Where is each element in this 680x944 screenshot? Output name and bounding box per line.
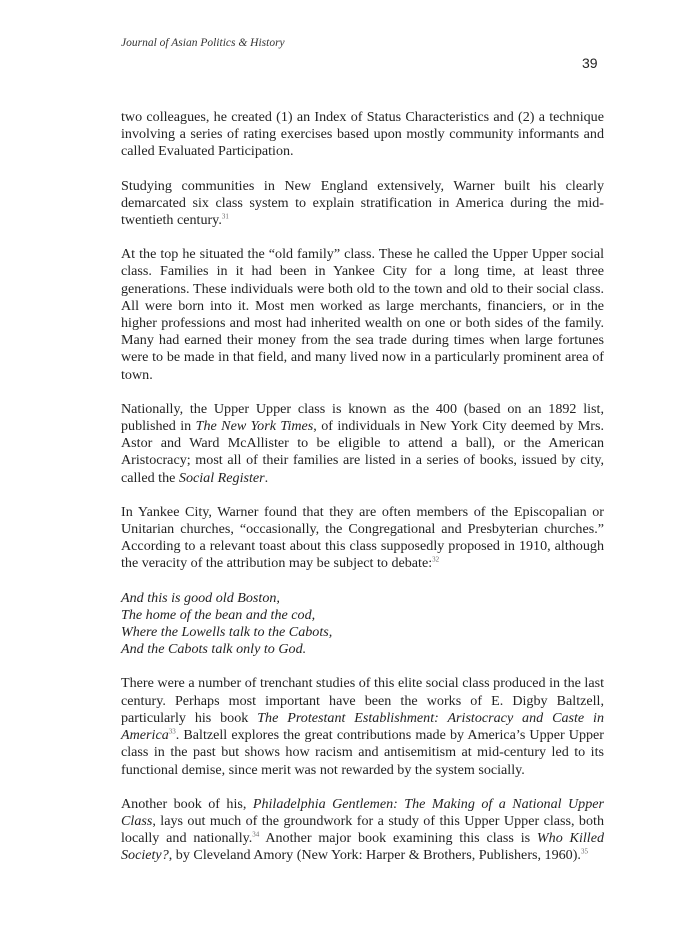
verse-line: Where the Lowells talk to the Cabots,: [121, 624, 333, 641]
paragraph: [121, 178, 604, 230]
footnote-marker: 35: [580, 847, 588, 856]
text-run: . Baltzell explores the great contributions made by America’s Upper Upper class in the past but shows how racism and antisemitism at mid-century led to its functional demise, since merit was not rewarded by the system socially.: [121, 727, 604, 778]
paragraph: [121, 796, 604, 865]
paragraph: [121, 675, 604, 778]
text-run: Nationally, the Upper Upper class is known as the 400 (based on an 1892 list, published in: [121, 400, 604, 435]
paragraphs-after-verse: [121, 675, 604, 864]
footnote-marker: 33: [168, 727, 176, 736]
body-text: [121, 109, 604, 882]
italic-title: The Protestant Establishment: Aristocracy and Caste in America: [121, 709, 604, 744]
footnote-marker: 32: [432, 555, 440, 564]
text-run: Another book of his,: [121, 795, 253, 812]
running-head-journal-title: Journal of Asian Politics & History: [121, 37, 285, 49]
italic-title: Philadelphia Gentlemen: The Making of a National Upper Class: [121, 795, 604, 829]
footnote-marker: 34: [252, 830, 260, 839]
paragraph: [121, 246, 604, 384]
verse-block: [121, 590, 604, 659]
text-run: .: [264, 469, 269, 486]
paragraph: [121, 504, 604, 573]
page-number: 39: [582, 55, 598, 71]
verse-line: The home of the bean and the cod,: [121, 606, 316, 623]
verse-line: And this is good old Boston,: [121, 589, 280, 606]
text-run: , of individuals in New York City deemed by Mrs. Astor and Ward McAllister to be eligible to attend a ball), or the American Aristocracy; most all of their families are listed in a series of books, issued by city, called the: [121, 418, 604, 486]
text-run: , by Cleveland Amory (New York: Harper & Brothers, Publishers, 1960).: [168, 847, 581, 864]
text-run: Studying communities in New England extensively, Warner built his clearly demarcated six class system to explain stratification in America during the mid-twentieth century.: [121, 177, 604, 229]
text-run: , lays out much of the groundwork for a study of this Upper Upper class, both locally and nationally.: [121, 812, 604, 847]
text-run: There were a number of trenchant studies of this elite social class produced in the last century. Perhaps most important have been the works of E. Digby Baltzell, particularly his book: [121, 675, 604, 726]
italic-title: Who Killed Society?: [121, 830, 605, 864]
italic-title: The New York Times: [195, 418, 314, 435]
italic-title: Social Register: [178, 469, 265, 486]
text-run: At the top he situated the “old family” class. These he called the Upper Upper social class. Families in it had been in Yankee City for a long time, at least three generations. These individuals were both old to the town and old to their social class. All were born into it. Most men worked as large merchants, financiers, or in the higher professions and most had inherited wealth on one or both sides of the family. Many had earned their money from the sea trade during times when large fortunes were to be made in that field, and many lived now in a particularly prominent area of town.: [121, 246, 604, 383]
paragraph: [121, 109, 604, 161]
text-run: two colleagues, he created (1) an Index of Status Characteristics and (2) a technique involving a series of rating exercises based upon mostly community informants and called Evaluated Participation.: [121, 109, 604, 160]
paragraphs-before-verse: [121, 109, 604, 573]
paragraph: [121, 401, 604, 487]
text-run: In Yankee City, Warner found that they are often members of the Episcopalian or Unitarian churches, “occasionally, the Congregational and Presbyterian churches.” According to a relevant toast about this class supposedly proposed in 1910, although the veracity of the attribution may be subject to debate:: [121, 503, 604, 572]
footnote-marker: 31: [221, 212, 229, 221]
verse-line: And the Cabots talk only to God.: [121, 641, 307, 658]
text-run: Another major book examining this class is: [259, 830, 537, 847]
